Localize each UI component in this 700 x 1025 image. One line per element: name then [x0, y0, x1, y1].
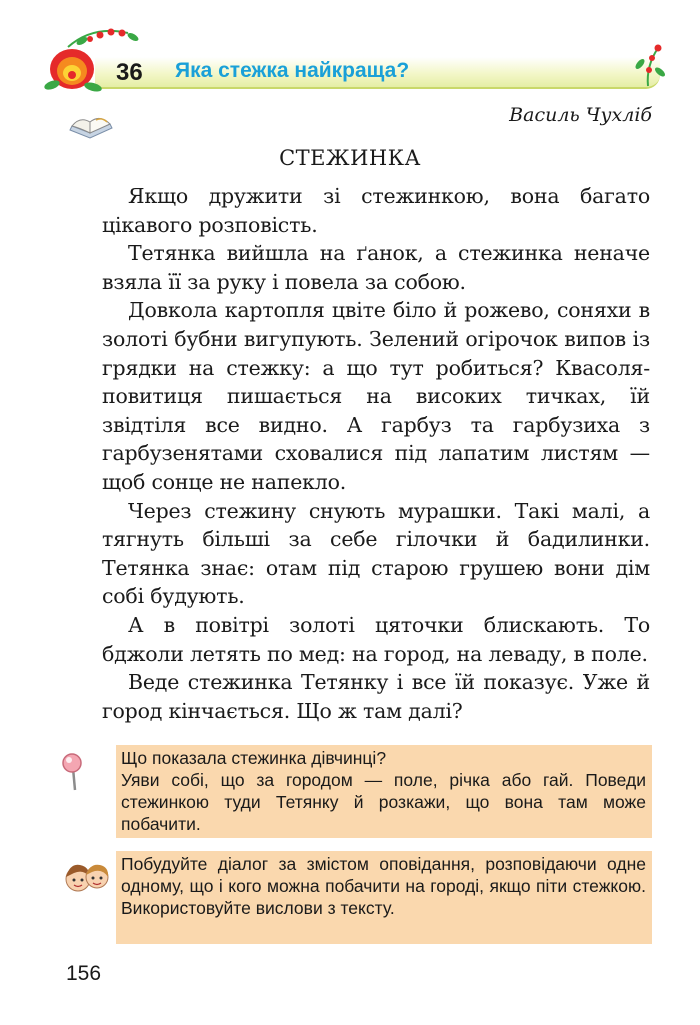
lesson-number: 36 — [116, 59, 143, 86]
magnifier-pin-icon — [60, 752, 86, 792]
author-name: Василь Чухліб — [509, 104, 652, 126]
two-children-icon — [62, 855, 112, 901]
story-paragraph: Довкола картопля цвіте біло й рожево, соняхи в золоті бубни вигупують. Зелений огірочок випов із грядки на стежку: а що тут робиться? Квасоля-повитиця пишається на високих тичках, їй звідтіля все видно. А гарбуз та гарбузиха з гарбузенятами сховалися під лапатим листям — щоб сонце не напекло. — [102, 298, 650, 494]
dialog-task-box — [116, 851, 652, 944]
question-text: Що показала стежинка дівчинці? — [121, 748, 387, 768]
dialog-task-text: Побудуйте діалог за змістом оповідання, розповідаючи одне одному, що і кого можна побачити на городі, якщо піти стежкою. Використовуйте вислови з тексту. — [121, 854, 646, 918]
open-book-icon — [66, 108, 116, 142]
question-text: Уяви собі, що за городом — поле, річка або гай. Поведи стежинкою туди Тетянку й розкажи, що вона там може побачити. — [121, 770, 646, 834]
corner-ornament-icon — [628, 42, 668, 88]
page-number: 156 — [66, 962, 102, 985]
story-paragraph: Тетянка вийшла на ґанок, а стежинка неначе взяла її за руку і повела за собою. — [102, 241, 650, 294]
lesson-title: Яка стежка найкраща? — [175, 59, 410, 82]
story-paragraph: А в повітрі золоті цяточки блискають. То бджоли летять по мед: на город, на леваду, в поле. — [102, 612, 650, 666]
story-paragraph: Якщо дружити зі стежинкою, вона багато цікавого розповість. — [102, 184, 650, 237]
story-text — [102, 182, 650, 725]
story-paragraph: Веде стежинка Тетянку і все їй показує. Уже й город кінчається. Що ж там далі? — [102, 670, 650, 723]
story-paragraph: Через стежину снують мурашки. Такі малі, а тягнуть більші за себе гілочки й бадилинки. Тетянка знає: отам під старою грушею вони дім собі будують. — [102, 498, 650, 609]
questions-box — [116, 745, 652, 838]
story-title: СТЕЖИНКА — [279, 146, 421, 170]
